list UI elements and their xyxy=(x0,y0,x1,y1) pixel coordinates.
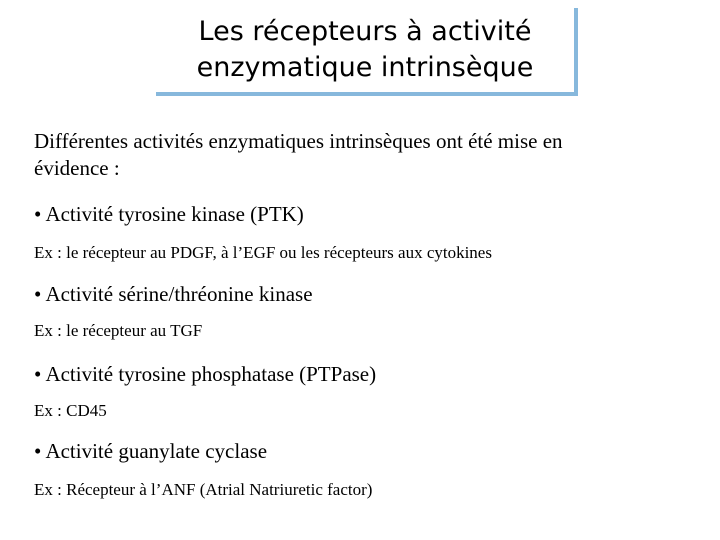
bullet-tyrosine-phosphatase: • Activité tyrosine phosphatase (PTPase) xyxy=(34,362,377,386)
slide-title-line-1: Les récepteurs à activité xyxy=(198,16,532,47)
bullet-tyrosine-kinase: • Activité tyrosine kinase (PTK) xyxy=(34,202,304,226)
slide-title-line-2: enzymatique intrinsèque xyxy=(196,52,534,83)
intro-line-2: évidence : xyxy=(34,156,120,180)
intro-paragraph xyxy=(34,128,563,182)
example-guanylate-cyclase: Ex : Récepteur à l’ANF (Atrial Natriuretic factor) xyxy=(34,480,373,499)
bullet-guanylate-cyclase: • Activité guanylate cyclase xyxy=(34,439,268,463)
example-serine-threonine-kinase: Ex : le récepteur au TGF xyxy=(34,321,203,340)
slide-title xyxy=(156,8,578,96)
example-tyrosine-kinase: Ex : le récepteur au PDGF, à l’EGF ou les récepteurs aux cytokines xyxy=(34,243,492,262)
intro-line-1: Différentes activités enzymatiques intrinsèques ont été mise en xyxy=(34,129,563,153)
example-tyrosine-phosphatase: Ex : CD45 xyxy=(34,401,107,420)
bullet-serine-threonine-kinase: • Activité sérine/thréonine kinase xyxy=(34,282,313,306)
